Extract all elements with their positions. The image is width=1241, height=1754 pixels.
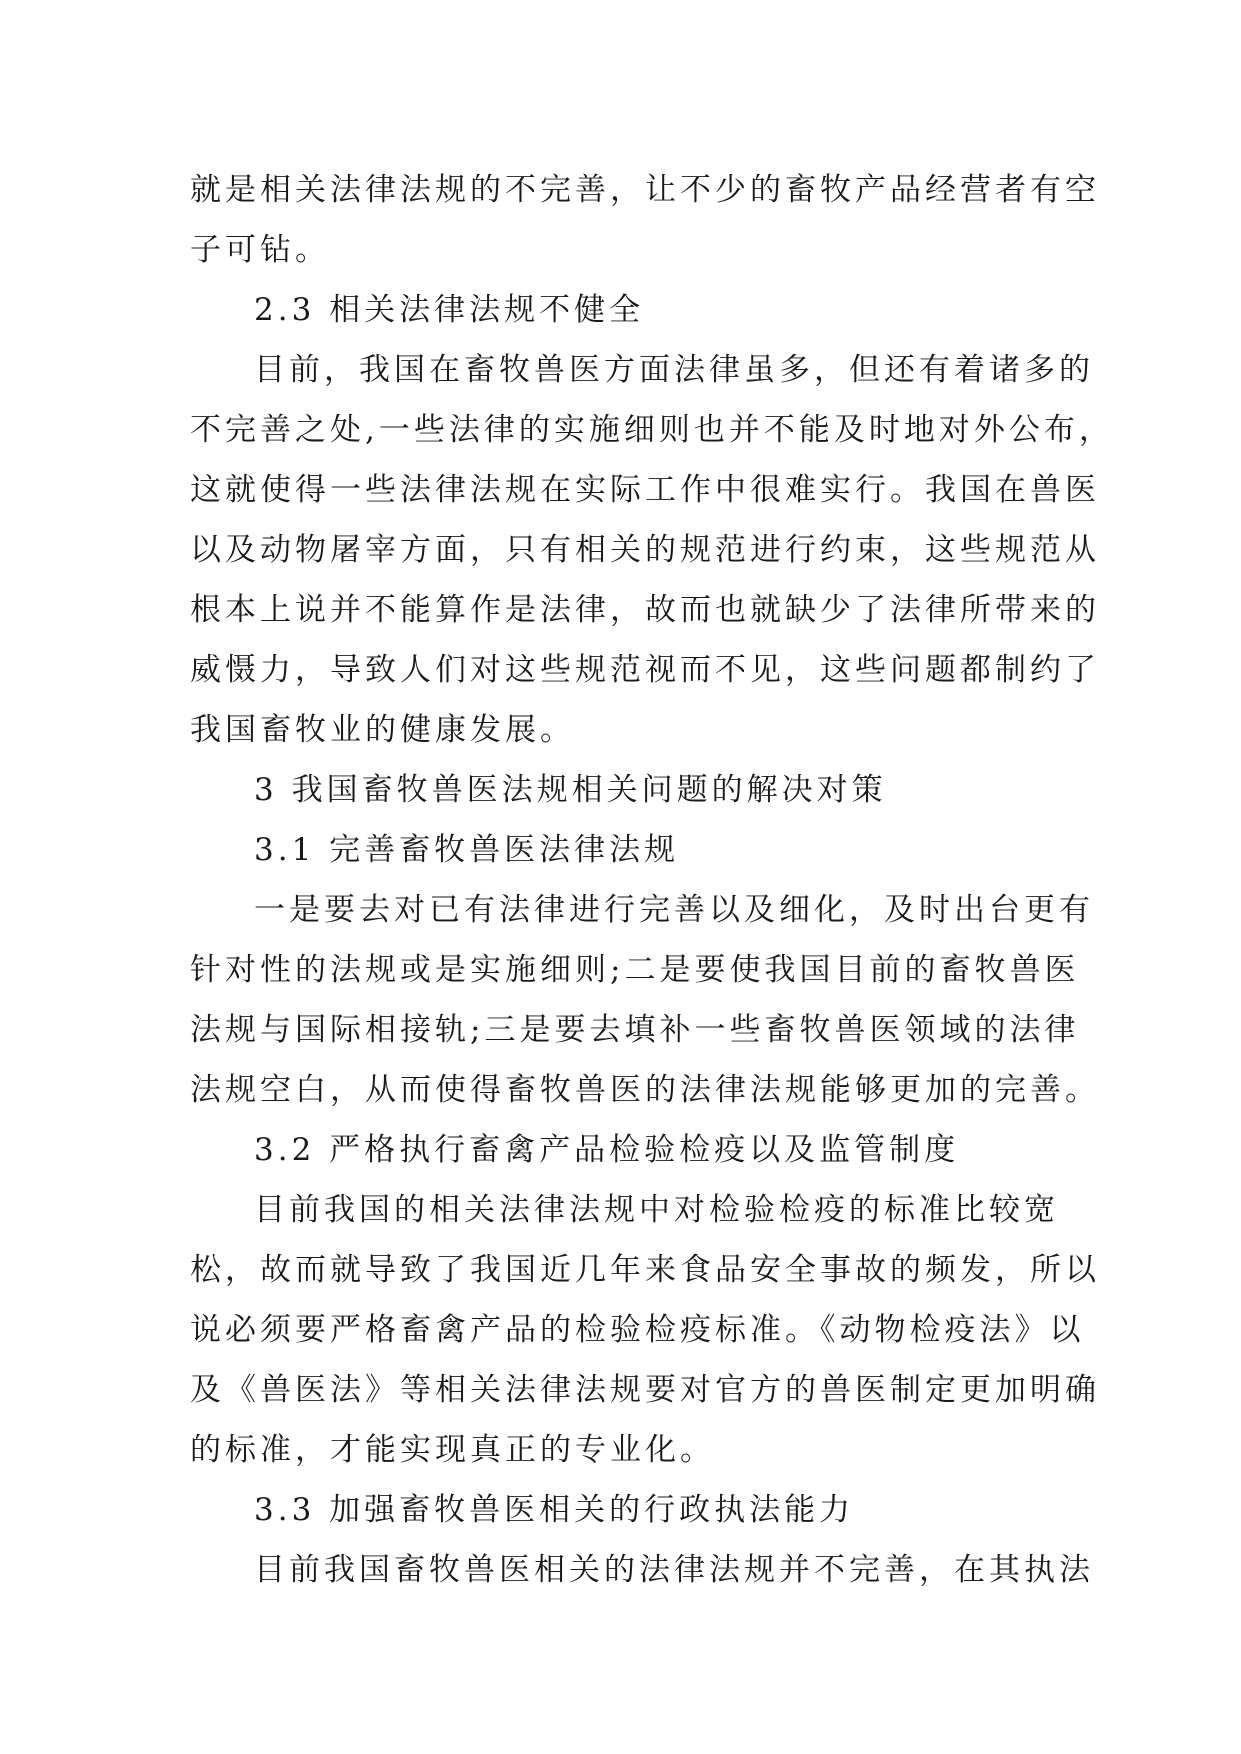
text-line: 法规空白，从而使得畜牧兽医的法律法规能够更加的完善。	[190, 1072, 1100, 1108]
text-line: 针对性的法规或是实施细则;二是要使我国目前的畜牧兽医	[190, 952, 1080, 988]
text-line: 3.2 严格执行畜禽产品检验检疫以及监管制度	[254, 1132, 960, 1168]
text-line: 法规与国际相接轨;三是要去填补一些畜牧兽医领域的法律	[190, 1012, 1080, 1048]
text-line: 3.3 加强畜牧兽医相关的行政执法能力	[254, 1492, 855, 1528]
text-line: 目前我国的相关法律法规中对检验检疫的标准比较宽	[254, 1192, 1059, 1228]
text-line: 一是要去对已有法律进行完善以及细化，及时出台更有	[254, 892, 1094, 928]
text-line: 子可钻。	[190, 232, 330, 268]
text-line: 的标准，才能实现真正的专业化。	[190, 1432, 715, 1468]
text-line: 根本上说并不能算作是法律，故而也就缺少了法律所带来的	[190, 592, 1100, 628]
text-line: 我国畜牧业的健康发展。	[190, 712, 575, 748]
text-line: 威慑力，导致人们对这些规范视而不见，这些问题都制约了	[190, 652, 1100, 688]
text-line: 不完善之处,一些法律的实施细则也并不能及时地对外公布，	[190, 412, 1114, 448]
text-line: 3 我国畜牧兽医法规相关问题的解决对策	[254, 772, 887, 808]
text-line: 目前，我国在畜牧兽医方面法律虽多，但还有着诸多的	[254, 352, 1094, 388]
text-line: 这就使得一些法律法规在实际工作中很难实行。我国在兽医	[190, 472, 1100, 508]
document-body	[190, 160, 1114, 1600]
text-line: 就是相关法律法规的不完善，让不少的畜牧产品经营者有空	[190, 172, 1100, 208]
text-line: 2.3 相关法律法规不健全	[254, 292, 645, 328]
text-line: 以及动物屠宰方面，只有相关的规范进行约束，这些规范从	[190, 532, 1100, 568]
text-line: 及《兽医法》等相关法律法规要对官方的兽医制定更加明确	[190, 1372, 1100, 1408]
text-line: 说必须要严格畜禽产品的检验检疫标准。《动物检疫法》以	[190, 1312, 1085, 1348]
text-line: 目前我国畜牧兽医相关的法律法规并不完善，在其执法	[254, 1552, 1094, 1588]
text-line: 松，故而就导致了我国近几年来食品安全事故的频发，所以	[190, 1252, 1100, 1288]
text-line: 3.1 完善畜牧兽医法律法规	[254, 832, 680, 868]
